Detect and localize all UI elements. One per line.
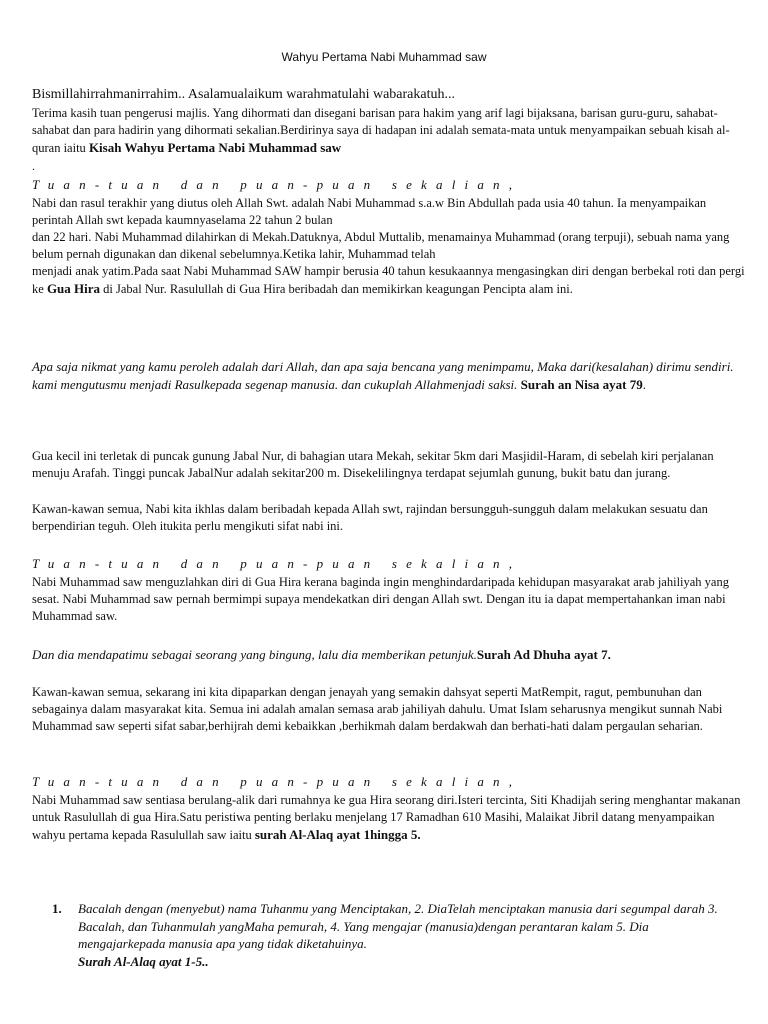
address-line-2: Tuan-tuan dan puan-puan sekalian, <box>32 556 522 571</box>
quote-ad-dhuha-text: Dan dia mendapatimu sebagai seorang yang bingung, lalu dia memberikan petunjuk. <box>32 647 477 662</box>
paragraph-6-text: Nabi Muhammad saw sentiasa berulang-alik dari rumahnya ke gua Hira seorang diri.Isteri tercinta, Siti Khadijah sering menghantar makanan untuk Rasulullah di gua Hira.Satu peristiwa penting berlaku menjelang 17 Ramadhan 610 Masihi, Malaikat Jibril datang menyampaikan wahyu pertama kepada Rasulullah saw iaitu <box>32 793 741 842</box>
list-item-ref: Surah Al-Alaq ayat 1-5 <box>78 953 203 969</box>
quote-an-nisa-text: Apa saja nikmat yang kamu peroleh adalah dari Allah, dan apa saja bencana yang menimpamu, Maka dari(kesalahan) dirimu sendiri. kami mengutusmu menjadi Rasulkepada segenap manusia. dan cukuplah Allahmenjadi saksi. <box>32 359 734 392</box>
address-line-3: Tuan-tuan dan puan-puan sekalian, <box>32 774 522 789</box>
quote-an-nisa: Apa saja nikmat yang kamu peroleh adalah dari Allah, dan apa saja bencana yang menimpamu, Maka dari(kesalahan) dirimu sendiri. kami mengutusmu menjadi Rasulkepada segenap manusia. dan cukuplah Allahmenjadi saksi. Surah an Nisa ayat 79. <box>32 359 734 392</box>
paragraph-1-part-c: menjadi anak yatim.Pada saat Nabi Muhammad SAW hampir berusia 40 tahun kesukaannya mengasingkan diri dengan berbekal roti dan pergi ke Gua Hira di Jabal Nur. Rasulullah di Gua Hira beribadah dan memikirkan keagungan Pencipta alam ini. <box>32 264 745 296</box>
paragraph-6 <box>32 792 746 844</box>
list-item: Bacalah dengan (menyebut) nama Tuhanmu yang Menciptakan, 2. DiaTelah menciptakan manusia dari segumpal darah 3. Bacalah, dan Tuhanmulah yangMaha pemurah, 4. Yang mengajar (manusia)dengan perantaran kalam 5. Dia mengajarkepada manusia apa yang tidak diketahuinya. Surah Al-Alaq ayat 1-5.. <box>78 901 718 969</box>
list-number: 1. <box>52 901 62 916</box>
intro-story-title: Kisah Wahyu Pertama Nabi Muhammad saw <box>88 140 342 155</box>
paragraph-4: Nabi Muhammad saw menguzlahkan diri di Gua Hira kerana baginda ingin menghindardaripada kehidupan masyarakat arab jahiliyah yang sesat. Nabi Muhammad saw pernah bermimpi supaya mendekatkan diri dengan Allah swt. Dengan itu ia dapat mempertahankan iman nabi Muhammad saw. <box>32 575 729 623</box>
paragraph-2: Gua kecil ini terletak di puncak gunung Jabal Nur, di bahagian utara Mekah, sekitar 5km dari Masjidil-Haram, di sebelah kiri perjalanan menuju Arafah. Tinggi puncak JabalNur adalah sekitar200 m. Disekelilingnya terdapat sejumlah gunung, bukit batu dan jurang. <box>32 449 714 480</box>
address-line-1: Tuan-tuan dan puan-puan sekalian, <box>32 177 522 192</box>
paragraph-1-part-a: Nabi dan rasul terakhir yang diutus oleh Allah Swt. adalah Nabi Muhammad s.a.w Bin Abdullah pada usia 40 tahun. Ia menyampaikan perintah Allah swt kepada kaumnyaselama 22 tahun 2 bulan <box>32 196 707 227</box>
paragraph-5: Kawan-kawan semua, sekarang ini kita dipaparkan dengan jenayah yang semakin dahsyat seperti MatRempit, ragut, pembunuhan dan sebagainya dalam masyarakat kita. Semua ini adalah amalan semasa arab jahiliyah dahulu. Umat Islam seharusnya mengikut sunnah Nabi Muhammad saw seperti sifat sabar,berhijrah demi kebaikkan ,berhikmah dalam berdakwah dan berhati-hati dalam pergaulan seharian. <box>32 685 723 733</box>
paragraph-1 <box>32 195 746 298</box>
surah-al-alaq-bold: surah Al-Alaq ayat 1hingga 5. <box>254 827 421 842</box>
intro-paragraph <box>32 105 746 157</box>
document-title: Wahyu Pertama Nabi Muhammad saw <box>281 50 487 64</box>
dot-line: . <box>32 159 35 173</box>
list-item-text: Bacalah dengan (menyebut) nama Tuhanmu yang Menciptakan, 2. DiaTelah menciptakan manusia dari segumpal darah 3. Bacalah, dan Tuhanmulah yangMaha pemurah, 4. Yang mengajar (manusia)dengan perantaran kalam 5. Dia mengajarkepada manusia apa yang tidak diketahuinya. <box>78 901 718 951</box>
verse-list <box>52 900 732 970</box>
opening-greeting: Bismillahirrahmanirrahim.. Asalamualaikum warahmatulahi wabarakatuh... <box>32 87 455 102</box>
gua-hira-bold: Gua Hira <box>46 281 101 296</box>
quote-ad-dhuha-ref: Surah Ad Dhuha ayat 7. <box>476 647 611 662</box>
quote-ad-dhuha <box>32 646 746 664</box>
paragraph-1-part-b: dan 22 hari. Nabi Muhammad dilahirkan di Mekah.Datuknya, Abdul Muttalib, menamainya Muhammad (orang terpuji), sebuah nama yang belum pernah digunakan dan dikenal sebelumnya.Ketika lahir, Muhammad telah <box>32 230 730 261</box>
paragraph-3: Kawan-kawan semua, Nabi kita ikhlas dalam beribadah kepada Allah swt, rajindan bersungguh-sungguh dalam melakukan sesuatu dan berpendirian teguh. Oleh itukita perlu mengikuti sifat nabi ini. <box>32 502 708 533</box>
intro-text: Terima kasih tuan pengerusi majlis. Yang dihormati dan disegani barisan para hakim yang arif lagi bijaksana, barisan guru-guru, sahabat-sahabat dan para hadirin yang dihormati sekalian.Berdirinya saya di hadapan ini adalah semata-mata untuk menyampaikan sebuah kisah al-quran iaitu <box>32 106 730 155</box>
quote-an-nisa-ref: Surah an Nisa ayat 79 <box>520 377 643 392</box>
